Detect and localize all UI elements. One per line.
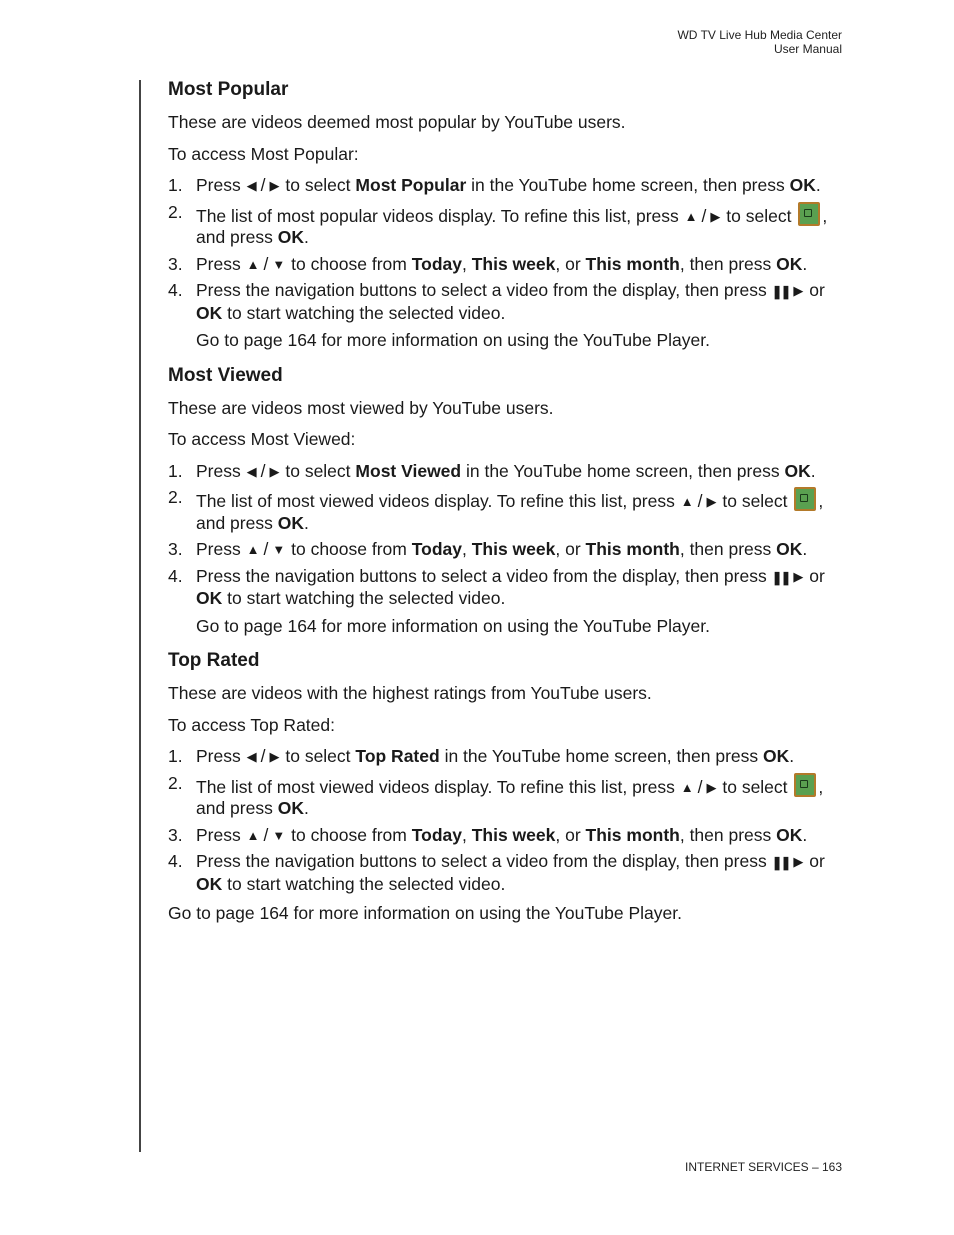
- step-3: 3. Press ▲ / ▼ to choose from Today, This week, or This month, then press OK.: [168, 824, 808, 845]
- section-note: Go to page 164 for more information on using the YouTube Player.: [196, 330, 710, 350]
- refine-button-icon: [794, 487, 816, 511]
- up-arrow-icon: ▲: [246, 827, 260, 843]
- play-icon: ▶: [793, 568, 804, 584]
- step-4: 4. Press the navigation buttons to select a video from the display, then press ❚❚ ▶ or OK to start watching the selected video.: [168, 851, 825, 894]
- section-title: Top Rated: [168, 650, 260, 671]
- steps-list: [168, 746, 848, 895]
- steps-list: [168, 461, 848, 610]
- section-access: To access Top Rated:: [168, 714, 335, 735]
- up-arrow-icon: ▲: [684, 208, 698, 224]
- section-note: Go to page 164 for more information on using the YouTube Player.: [196, 615, 710, 636]
- section-most-popular: [168, 78, 848, 352]
- refine-button-icon: [798, 202, 820, 226]
- section-intro: These are videos with the highest ratings from YouTube users.: [168, 683, 652, 703]
- step-2: 2. The list of most viewed videos display. To refine this list, press ▲ / ▶ to select , and press OK.: [168, 487, 824, 533]
- section-access: To access Most Popular:: [168, 143, 359, 164]
- right-arrow-icon: ▶: [269, 463, 280, 479]
- left-arrow-icon: ◀: [246, 749, 257, 764]
- step-2: 2. The list of most popular videos display. To refine this list, press ▲ / ▶ to select , and press OK.: [168, 201, 828, 247]
- up-arrow-icon: ▲: [246, 256, 260, 272]
- pause-icon: ❚❚: [771, 855, 790, 870]
- section-intro: These are videos deemed most popular by YouTube users.: [168, 112, 626, 132]
- manual-title: WD TV Live Hub Media Center: [677, 28, 842, 42]
- step-4: 4. Press the navigation buttons to select a video from the display, then press ❚❚ ▶ or OK to start watching the selected video.: [168, 565, 825, 608]
- section-note: Go to page 164 for more information on using the YouTube Player.: [168, 903, 682, 923]
- pause-icon: ❚❚: [771, 569, 790, 585]
- section-title: Most Viewed: [168, 364, 283, 386]
- margin-rule: [139, 80, 141, 1152]
- page-content: [168, 78, 848, 935]
- up-arrow-icon: ▲: [246, 542, 260, 557]
- pause-icon: ❚❚: [771, 284, 790, 299]
- right-arrow-icon: ▶: [269, 749, 280, 764]
- play-icon: ▶: [793, 283, 804, 298]
- up-arrow-icon: ▲: [680, 494, 694, 509]
- section-top-rated: [168, 649, 848, 925]
- step-4: 4. Press the navigation buttons to select a video from the display, then press ❚❚ ▶ or OK to start watching the selected video.: [168, 280, 825, 323]
- step-1: 1. Press ◀ / ▶ to select Most Viewed in the YouTube home screen, then press OK.: [168, 460, 816, 481]
- down-arrow-icon: ▼: [272, 256, 286, 272]
- section-most-viewed: [168, 364, 848, 638]
- up-arrow-icon: ▲: [680, 779, 694, 795]
- right-arrow-icon: ▶: [706, 779, 717, 795]
- manual-subtitle: User Manual: [773, 42, 842, 56]
- section-intro: These are videos most viewed by YouTube users.: [168, 397, 554, 418]
- step-2: 2. The list of most viewed videos display. To refine this list, press ▲ / ▶ to select , and press OK.: [168, 772, 824, 818]
- step-3: 3. Press ▲ / ▼ to choose from Today, This week, or This month, then press OK.: [168, 539, 808, 559]
- right-arrow-icon: ▶: [706, 494, 717, 509]
- steps-list: [168, 175, 848, 324]
- down-arrow-icon: ▼: [272, 827, 286, 843]
- left-arrow-icon: ◀: [246, 463, 257, 479]
- right-arrow-icon: ▶: [269, 178, 280, 193]
- play-icon: ▶: [793, 854, 804, 869]
- section-access: To access Most Viewed:: [168, 429, 356, 449]
- step-1: 1. Press ◀ / ▶ to select Top Rated in the YouTube home screen, then press OK.: [168, 746, 795, 766]
- step-1: 1. Press ◀ / ▶ to select Most Popular in the YouTube home screen, then press OK.: [168, 175, 821, 195]
- section-title: Most Popular: [168, 79, 289, 100]
- left-arrow-icon: ◀: [246, 178, 257, 193]
- page-footer: INTERNET SERVICES – 163: [685, 1160, 842, 1174]
- step-3: 3. Press ▲ / ▼ to choose from Today, This week, or This month, then press OK.: [168, 253, 808, 274]
- right-arrow-icon: ▶: [710, 208, 721, 224]
- refine-button-icon: [794, 773, 816, 797]
- page-header: [677, 28, 842, 56]
- down-arrow-icon: ▼: [272, 542, 286, 557]
